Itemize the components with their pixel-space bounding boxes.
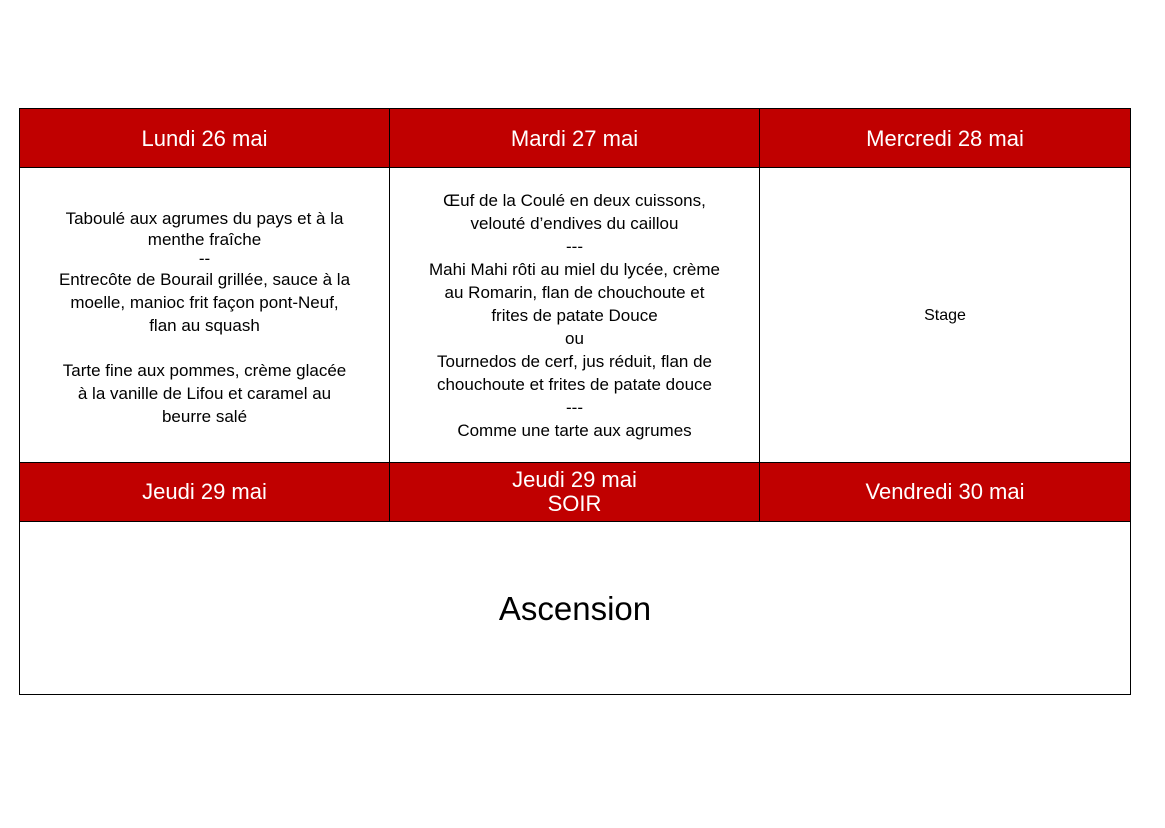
- menu-row: [20, 168, 1131, 463]
- holiday-row: [20, 522, 1131, 695]
- lundi-dessert-line-1: Tarte fine aux pommes, crème glacée: [62, 360, 347, 380]
- header-mercredi: Mercredi 28 mai: [760, 109, 1131, 168]
- lundi-starter-line-2: menthe fraîche: [147, 229, 262, 249]
- lundi-main-line-1: Entrecôte de Bourail grillée, sauce à la: [58, 269, 351, 289]
- mardi-starter-line-1: Œuf de la Coulé en deux cuissons,: [443, 190, 706, 210]
- lundi-starter-line-1: Taboulé aux agrumes du pays et à la: [65, 208, 344, 228]
- menu-lundi: [20, 168, 390, 463]
- menu-mercredi: [760, 168, 1131, 463]
- lundi-main-line-2: moelle, manioc frit façon pont-Neuf,: [70, 292, 339, 312]
- header-lundi: Lundi 26 mai: [20, 109, 390, 168]
- header-vendredi: Vendredi 30 mai: [760, 463, 1131, 522]
- header-jeudi-soir: [390, 463, 760, 522]
- header-row-1: [20, 109, 1131, 168]
- mardi-main1-line-1: Mahi Mahi rôti au miel du lycée, crème: [428, 259, 720, 279]
- mercredi-stage-text: Stage: [924, 306, 966, 324]
- menu-mardi: [390, 168, 760, 463]
- lundi-spacer: [59, 337, 350, 359]
- lundi-dessert-line-2: à la vanille de Lifou et caramel au: [77, 383, 332, 403]
- header-row-2: [20, 463, 1131, 522]
- mardi-main1-line-2: au Romarin, flan de chouchoute et: [444, 282, 705, 302]
- weekly-menu-table: [19, 108, 1131, 695]
- mardi-main2-line-1: Tournedos de cerf, jus réduit, flan de: [436, 351, 712, 371]
- lundi-dessert-line-3: beurre salé: [161, 406, 248, 426]
- mardi-separator-2: ---: [566, 397, 583, 417]
- mardi-starter-line-2: velouté d’endives du caillou: [470, 213, 679, 233]
- mardi-main2-line-2: chouchoute et frites de patate douce: [436, 374, 712, 394]
- lundi-main-line-3: flan au squash: [149, 315, 260, 335]
- mardi-separator-1: ---: [566, 236, 583, 256]
- header-mardi: Mardi 27 mai: [390, 109, 760, 168]
- mardi-dessert: Comme une tarte aux agrumes: [457, 420, 692, 440]
- header-jeudi-soir-date: Jeudi 29 mai: [512, 467, 637, 492]
- mardi-main1-line-3: frites de patate Douce: [491, 305, 658, 325]
- holiday-cell: [20, 522, 1131, 695]
- lundi-separator: --: [198, 248, 211, 268]
- mardi-or: ou: [565, 328, 584, 348]
- holiday-text: Ascension: [498, 590, 652, 627]
- header-jeudi: Jeudi 29 mai: [20, 463, 390, 522]
- header-jeudi-soir-label: SOIR: [547, 491, 602, 516]
